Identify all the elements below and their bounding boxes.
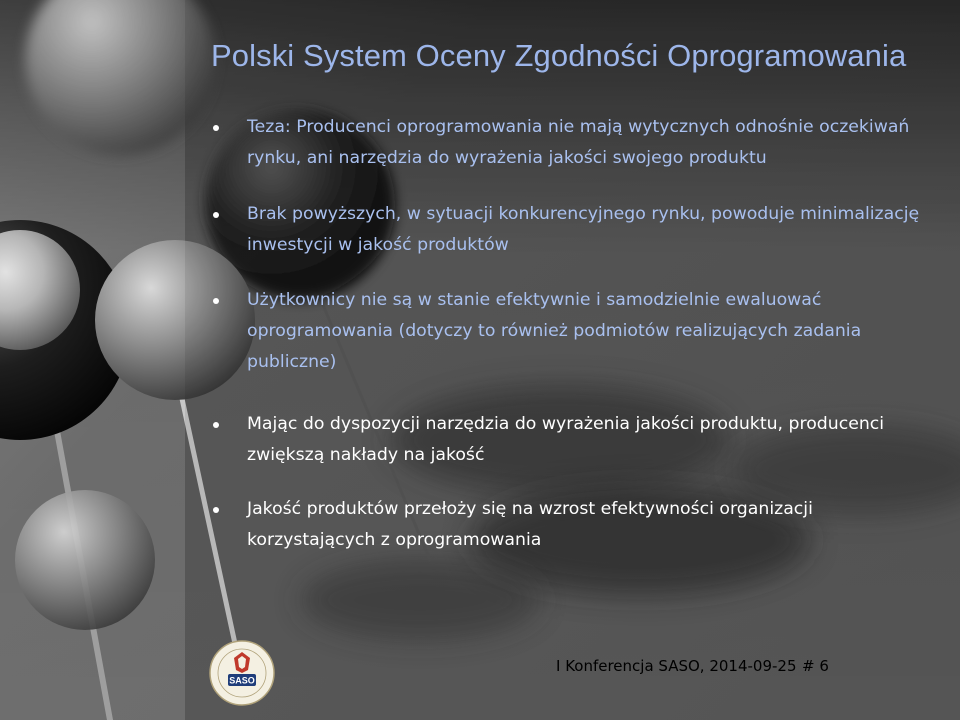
seal-text: SASO bbox=[229, 675, 255, 686]
bullet-list bbox=[205, 0, 945, 600]
bullet-item bbox=[205, 494, 925, 556]
bullet-dot-icon bbox=[213, 212, 219, 218]
bullet-text: Użytkownicy nie są w stanie efektywnie i samodzielnie ewaluować oprogramowania (dotyczy to również podmiotów realizujących zadania publiczne) bbox=[247, 290, 862, 372]
bullet-text: Teza: Producenci oprogramowania nie mają wytycznych odnośnie oczekiwań rynku, ani narzędzia do wyrażenia jakości swojego produktu bbox=[247, 117, 910, 168]
footer-conference: I Konferencja SASO, 2014-09-25 bbox=[556, 657, 797, 675]
bullet-dot-icon bbox=[213, 298, 219, 304]
bullet-item bbox=[205, 409, 925, 471]
bullet-text: Mając do dyspozycji narzędzia do wyrażenia jakości produktu, producenci zwiększą nakłady na jakość bbox=[247, 414, 885, 465]
bullet-dot-icon bbox=[213, 125, 219, 131]
bullet-item bbox=[205, 285, 925, 378]
saso-seal-logo bbox=[209, 640, 275, 706]
page-number: # 6 bbox=[802, 657, 829, 675]
slide-title: Polski System Oceny Zgodności Oprogramowania bbox=[211, 38, 907, 73]
bullet-text: Jakość produktów przełoży się na wzrost efektywności organizacji korzystających z oprogramowania bbox=[247, 499, 813, 550]
bullet-item bbox=[205, 199, 925, 261]
bullet-dot-icon bbox=[213, 422, 219, 428]
bullet-dot-icon bbox=[213, 507, 219, 513]
bullet-item bbox=[205, 112, 925, 174]
bullet-text: Brak powyższych, w sytuacji konkurencyjnego rynku, powoduje minimalizację inwestycji w jakość produktów bbox=[247, 204, 920, 255]
